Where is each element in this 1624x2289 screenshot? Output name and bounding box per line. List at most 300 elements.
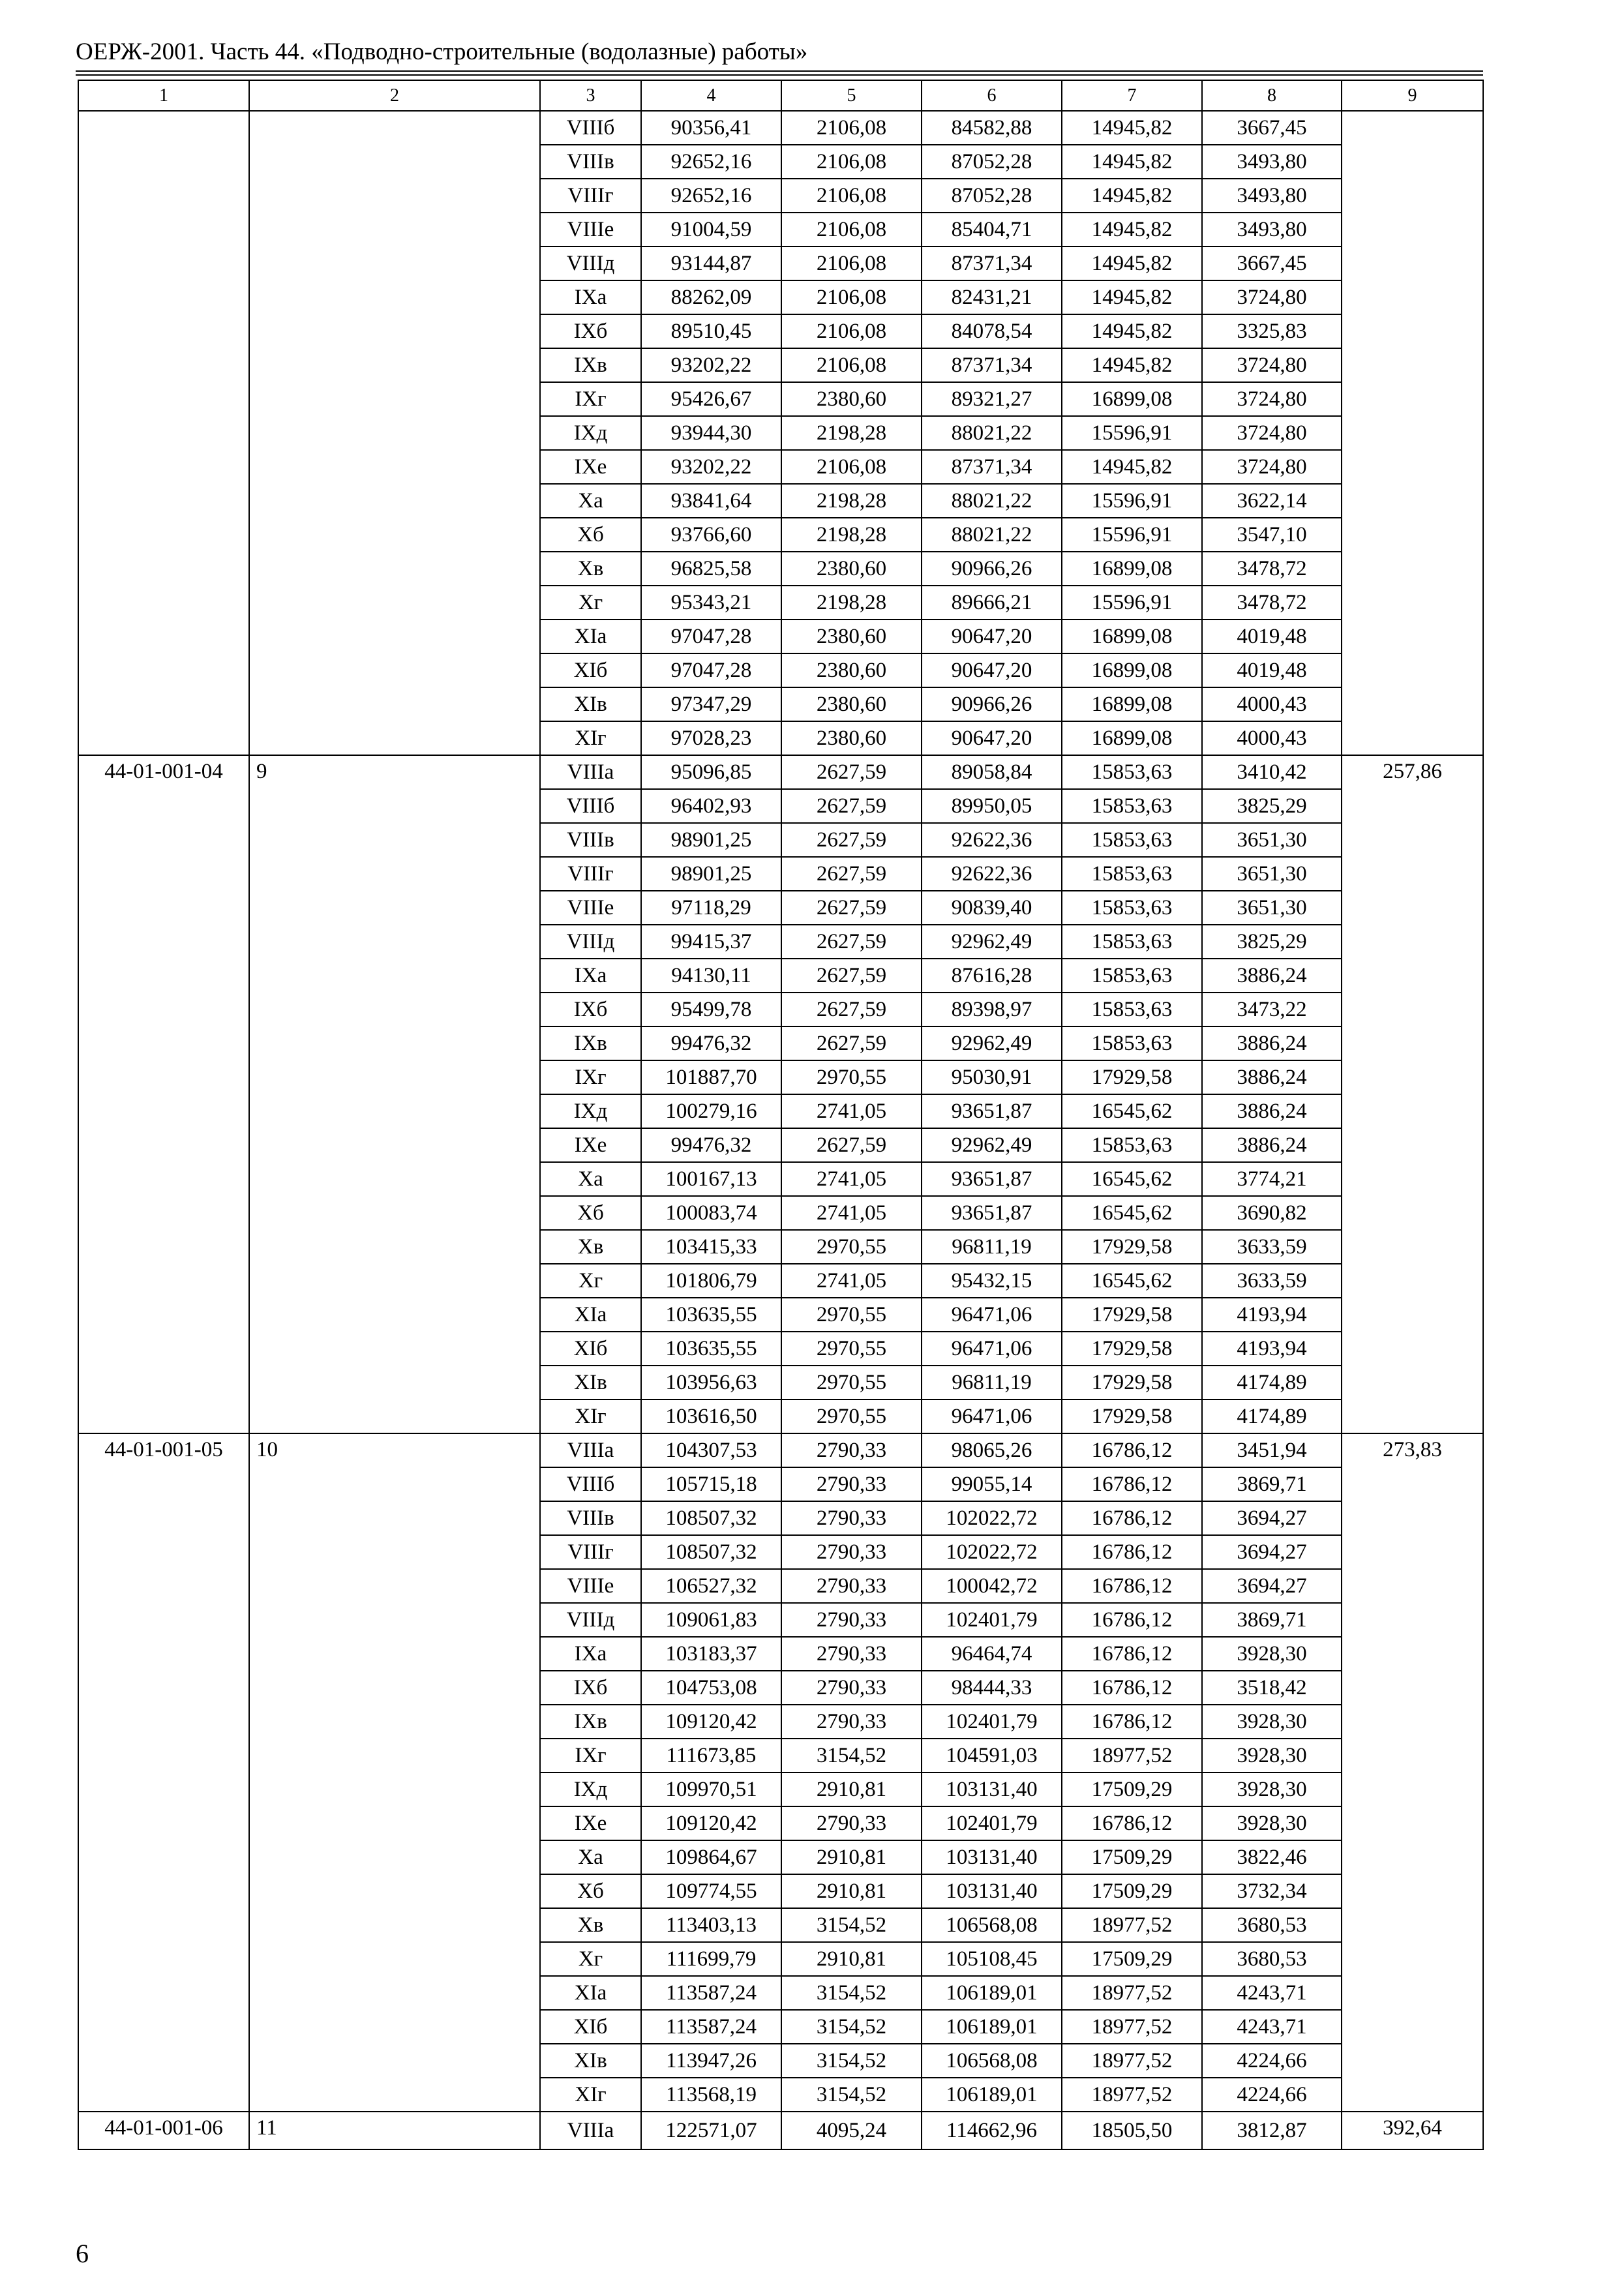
machine-cost-cell: 88021,22 (922, 484, 1062, 518)
total-cost-cell: 97047,28 (641, 620, 781, 653)
total-cost-cell: 95499,78 (641, 993, 781, 1026)
total-cost-cell: 111699,79 (641, 1942, 781, 1976)
operator-wage-cell: 16786,12 (1062, 1603, 1202, 1637)
operator-wage-cell: 17509,29 (1062, 1874, 1202, 1908)
machine-cost-cell: 106568,08 (922, 2044, 1062, 2078)
zone-cell: Xг (540, 1264, 641, 1298)
labor-cost-cell: 3154,52 (781, 1908, 922, 1942)
total-cost-cell: 95343,21 (641, 586, 781, 620)
material-cost-cell: 3667,45 (1202, 247, 1342, 280)
operator-wage-cell: 15596,91 (1062, 586, 1202, 620)
material-cost-cell: 3694,27 (1202, 1501, 1342, 1535)
operator-wage-cell: 15853,63 (1062, 993, 1202, 1026)
material-cost-cell: 3724,80 (1202, 382, 1342, 416)
material-cost-cell: 3651,30 (1202, 823, 1342, 857)
table-row (78, 1433, 1483, 1467)
total-cost-cell: 97118,29 (641, 891, 781, 925)
total-cost-cell: 109120,42 (641, 1705, 781, 1739)
total-cost-cell: 103635,55 (641, 1332, 781, 1366)
machine-cost-cell: 90966,26 (922, 687, 1062, 721)
machine-cost-cell: 93651,87 (922, 1094, 1062, 1128)
machine-cost-cell: 92622,36 (922, 823, 1062, 857)
labor-cost-cell: 2790,33 (781, 1671, 922, 1705)
zone-cell: Xб (540, 1196, 641, 1230)
material-cost-cell: 4224,66 (1202, 2078, 1342, 2112)
operator-wage-cell: 14945,82 (1062, 247, 1202, 280)
labor-cost-cell: 2627,59 (781, 993, 922, 1026)
column-number: 2 (249, 80, 540, 111)
labor-cost-cell: 2627,59 (781, 755, 922, 789)
material-cost-cell: 4000,43 (1202, 687, 1342, 721)
material-cost-cell: 3825,29 (1202, 789, 1342, 823)
zone-cell: XIв (540, 2044, 641, 2078)
material-cost-cell: 3928,30 (1202, 1739, 1342, 1773)
zone-cell: VIIIа (540, 2112, 641, 2149)
labor-cost-cell: 2910,81 (781, 1942, 922, 1976)
operator-wage-cell: 16899,08 (1062, 382, 1202, 416)
machine-cost-cell: 103131,40 (922, 1773, 1062, 1806)
labor-cost-cell: 2741,05 (781, 1196, 922, 1230)
total-cost-cell: 93202,22 (641, 450, 781, 484)
operator-wage-cell: 16899,08 (1062, 721, 1202, 755)
machine-cost-cell: 90647,20 (922, 653, 1062, 687)
machine-cost-cell: 89398,97 (922, 993, 1062, 1026)
page-header-title: ОЕРЖ-2001. Часть 44. «Подводно-строительные (водолазные) работы» (76, 38, 808, 65)
zone-cell: VIIIг (540, 1535, 641, 1569)
zone-cell: VIIIб (540, 111, 641, 145)
zone-cell: IXе (540, 1128, 641, 1162)
material-cost-cell: 3651,30 (1202, 891, 1342, 925)
operator-wage-cell: 15853,63 (1062, 959, 1202, 993)
operator-wage-cell: 16786,12 (1062, 1569, 1202, 1603)
material-cost-cell: 3680,53 (1202, 1942, 1342, 1976)
operator-wage-cell: 16545,62 (1062, 1162, 1202, 1196)
operator-wage-cell: 15596,91 (1062, 416, 1202, 450)
total-cost-cell: 89510,45 (641, 314, 781, 348)
labor-cost-cell: 3154,52 (781, 2010, 922, 2044)
labor-cost-cell: 2106,08 (781, 280, 922, 314)
zone-cell: Xб (540, 518, 641, 552)
machine-cost-cell: 87052,28 (922, 145, 1062, 179)
labor-cost-cell: 2970,55 (781, 1230, 922, 1264)
operator-wage-cell: 16545,62 (1062, 1196, 1202, 1230)
total-cost-cell: 93944,30 (641, 416, 781, 450)
operator-wage-cell: 15853,63 (1062, 755, 1202, 789)
machine-cost-cell: 85404,71 (922, 213, 1062, 247)
labor-cost-cell: 4095,24 (781, 2112, 922, 2149)
zone-cell: XIа (540, 1298, 641, 1332)
zone-cell: Xа (540, 1840, 641, 1874)
total-cost-cell: 108507,32 (641, 1535, 781, 1569)
labor-cost-cell: 2910,81 (781, 1840, 922, 1874)
zone-cell: IXв (540, 348, 641, 382)
machine-cost-cell: 92622,36 (922, 857, 1062, 891)
work-name-cell (249, 111, 540, 755)
column-number: 7 (1062, 80, 1202, 111)
operator-wage-cell: 15853,63 (1062, 1026, 1202, 1060)
operator-wage-cell: 16545,62 (1062, 1264, 1202, 1298)
operator-wage-cell: 16786,12 (1062, 1501, 1202, 1535)
operator-wage-cell: 15596,91 (1062, 518, 1202, 552)
material-cost-cell: 3732,34 (1202, 1874, 1342, 1908)
machine-cost-cell: 106189,01 (922, 1976, 1062, 2010)
material-cost-cell: 4224,66 (1202, 2044, 1342, 2078)
operator-wage-cell: 15853,63 (1062, 925, 1202, 959)
zone-cell: VIIIв (540, 1501, 641, 1535)
material-cost-cell: 3547,10 (1202, 518, 1342, 552)
labor-cost-cell: 2627,59 (781, 959, 922, 993)
operator-wage-cell: 16899,08 (1062, 552, 1202, 586)
machine-cost-cell: 90966,26 (922, 552, 1062, 586)
labor-cost-cell: 2970,55 (781, 1298, 922, 1332)
zone-cell: IXв (540, 1705, 641, 1739)
material-cost-cell: 3724,80 (1202, 450, 1342, 484)
labor-cost-cell: 2106,08 (781, 213, 922, 247)
column-number-row (78, 80, 1483, 111)
total-cost-cell: 88262,09 (641, 280, 781, 314)
operator-wage-cell: 15596,91 (1062, 484, 1202, 518)
operator-wage-cell: 17929,58 (1062, 1298, 1202, 1332)
machine-cost-cell: 90647,20 (922, 721, 1062, 755)
total-cost-cell: 103635,55 (641, 1298, 781, 1332)
material-cost-cell: 4019,48 (1202, 620, 1342, 653)
total-cost-cell: 109061,83 (641, 1603, 781, 1637)
labor-cost-cell: 2106,08 (781, 314, 922, 348)
total-cost-cell: 91004,59 (641, 213, 781, 247)
labor-hours-cell: 392,64 (1342, 2112, 1483, 2149)
labor-cost-cell: 2106,08 (781, 348, 922, 382)
labor-cost-cell: 2198,28 (781, 416, 922, 450)
machine-cost-cell: 102401,79 (922, 1806, 1062, 1840)
column-number: 3 (540, 80, 641, 111)
total-cost-cell: 100279,16 (641, 1094, 781, 1128)
total-cost-cell: 106527,32 (641, 1569, 781, 1603)
machine-cost-cell: 93651,87 (922, 1162, 1062, 1196)
zone-cell: VIIIе (540, 213, 641, 247)
operator-wage-cell: 17929,58 (1062, 1332, 1202, 1366)
total-cost-cell: 108507,32 (641, 1501, 781, 1535)
machine-cost-cell: 96811,19 (922, 1366, 1062, 1399)
operator-wage-cell: 17929,58 (1062, 1060, 1202, 1094)
machine-cost-cell: 96471,06 (922, 1298, 1062, 1332)
labor-cost-cell: 2790,33 (781, 1569, 922, 1603)
zone-cell: IXг (540, 1739, 641, 1773)
table-body (78, 80, 1483, 2149)
operator-wage-cell: 18977,52 (1062, 1908, 1202, 1942)
total-cost-cell: 101887,70 (641, 1060, 781, 1094)
machine-cost-cell: 88021,22 (922, 416, 1062, 450)
table-row (78, 2112, 1483, 2149)
labor-cost-cell: 2198,28 (781, 586, 922, 620)
total-cost-cell: 98901,25 (641, 857, 781, 891)
total-cost-cell: 113587,24 (641, 1976, 781, 2010)
machine-cost-cell: 92962,49 (922, 1026, 1062, 1060)
labor-cost-cell: 2106,08 (781, 450, 922, 484)
total-cost-cell: 104753,08 (641, 1671, 781, 1705)
machine-cost-cell: 87371,34 (922, 450, 1062, 484)
column-number: 4 (641, 80, 781, 111)
material-cost-cell: 3410,42 (1202, 755, 1342, 789)
total-cost-cell: 94130,11 (641, 959, 781, 993)
labor-cost-cell: 2741,05 (781, 1162, 922, 1196)
page-number: 6 (76, 2239, 89, 2268)
total-cost-cell: 105715,18 (641, 1467, 781, 1501)
table-row (78, 755, 1483, 789)
material-cost-cell: 3518,42 (1202, 1671, 1342, 1705)
total-cost-cell: 93841,64 (641, 484, 781, 518)
labor-cost-cell: 2106,08 (781, 179, 922, 213)
zone-cell: Xб (540, 1874, 641, 1908)
machine-cost-cell: 92962,49 (922, 1128, 1062, 1162)
total-cost-cell: 96825,58 (641, 552, 781, 586)
total-cost-cell: 111673,85 (641, 1739, 781, 1773)
operator-wage-cell: 16786,12 (1062, 1535, 1202, 1569)
operator-wage-cell: 16786,12 (1062, 1467, 1202, 1501)
column-number: 8 (1202, 80, 1342, 111)
operator-wage-cell: 14945,82 (1062, 450, 1202, 484)
operator-wage-cell: 18505,50 (1062, 2112, 1202, 2149)
total-cost-cell: 103956,63 (641, 1366, 781, 1399)
labor-cost-cell: 2380,60 (781, 382, 922, 416)
labor-cost-cell: 2790,33 (781, 1806, 922, 1840)
machine-cost-cell: 89666,21 (922, 586, 1062, 620)
work-name-cell: 9 (249, 755, 540, 1433)
material-cost-cell: 4243,71 (1202, 1976, 1342, 2010)
labor-hours-cell (1342, 111, 1483, 755)
machine-cost-cell: 93651,87 (922, 1196, 1062, 1230)
labor-cost-cell: 2790,33 (781, 1433, 922, 1467)
labor-cost-cell: 2627,59 (781, 857, 922, 891)
price-table (78, 80, 1484, 2150)
labor-cost-cell: 2970,55 (781, 1332, 922, 1366)
machine-cost-cell: 95432,15 (922, 1264, 1062, 1298)
total-cost-cell: 92652,16 (641, 179, 781, 213)
zone-cell: IXд (540, 416, 641, 450)
zone-cell: VIIIд (540, 925, 641, 959)
operator-wage-cell: 16786,12 (1062, 1637, 1202, 1671)
operator-wage-cell: 17929,58 (1062, 1399, 1202, 1433)
zone-cell: XIг (540, 1399, 641, 1433)
rate-code-cell: 44-01-001-06 (78, 2112, 249, 2149)
material-cost-cell: 3928,30 (1202, 1637, 1342, 1671)
labor-cost-cell: 3154,52 (781, 1976, 922, 2010)
operator-wage-cell: 16786,12 (1062, 1433, 1202, 1467)
total-cost-cell: 95096,85 (641, 755, 781, 789)
machine-cost-cell: 99055,14 (922, 1467, 1062, 1501)
material-cost-cell: 3724,80 (1202, 280, 1342, 314)
zone-cell: IXа (540, 1637, 641, 1671)
labor-cost-cell: 2970,55 (781, 1060, 922, 1094)
zone-cell: Xа (540, 484, 641, 518)
material-cost-cell: 3886,24 (1202, 1026, 1342, 1060)
zone-cell: XIв (540, 1366, 641, 1399)
labor-cost-cell: 2380,60 (781, 653, 922, 687)
operator-wage-cell: 17929,58 (1062, 1230, 1202, 1264)
total-cost-cell: 97347,29 (641, 687, 781, 721)
total-cost-cell: 103415,33 (641, 1230, 781, 1264)
material-cost-cell: 3886,24 (1202, 1094, 1342, 1128)
labor-cost-cell: 2627,59 (781, 925, 922, 959)
header-rule-bottom (76, 74, 1483, 76)
machine-cost-cell: 84078,54 (922, 314, 1062, 348)
labor-cost-cell: 2627,59 (781, 823, 922, 857)
material-cost-cell: 3886,24 (1202, 1128, 1342, 1162)
labor-cost-cell: 2627,59 (781, 891, 922, 925)
machine-cost-cell: 87371,34 (922, 247, 1062, 280)
labor-hours-cell: 273,83 (1342, 1433, 1483, 2112)
material-cost-cell: 3724,80 (1202, 348, 1342, 382)
zone-cell: XIг (540, 721, 641, 755)
material-cost-cell: 3667,45 (1202, 111, 1342, 145)
zone-cell: VIIIд (540, 247, 641, 280)
labor-cost-cell: 2790,33 (781, 1535, 922, 1569)
zone-cell: VIIIв (540, 823, 641, 857)
machine-cost-cell: 89950,05 (922, 789, 1062, 823)
operator-wage-cell: 15853,63 (1062, 891, 1202, 925)
total-cost-cell: 113568,19 (641, 2078, 781, 2112)
total-cost-cell: 103616,50 (641, 1399, 781, 1433)
material-cost-cell: 3451,94 (1202, 1433, 1342, 1467)
material-cost-cell: 3822,46 (1202, 1840, 1342, 1874)
zone-cell: VIIIа (540, 755, 641, 789)
operator-wage-cell: 17509,29 (1062, 1942, 1202, 1976)
zone-cell: VIIIд (540, 1603, 641, 1637)
machine-cost-cell: 100042,72 (922, 1569, 1062, 1603)
labor-cost-cell: 3154,52 (781, 2078, 922, 2112)
material-cost-cell: 3886,24 (1202, 1060, 1342, 1094)
material-cost-cell: 3493,80 (1202, 145, 1342, 179)
zone-cell: Xа (540, 1162, 641, 1196)
machine-cost-cell: 96811,19 (922, 1230, 1062, 1264)
material-cost-cell: 3325,83 (1202, 314, 1342, 348)
zone-cell: XIб (540, 653, 641, 687)
zone-cell: Xв (540, 1230, 641, 1264)
material-cost-cell: 3493,80 (1202, 179, 1342, 213)
labor-cost-cell: 2790,33 (781, 1501, 922, 1535)
machine-cost-cell: 96471,06 (922, 1332, 1062, 1366)
labor-cost-cell: 2380,60 (781, 687, 922, 721)
total-cost-cell: 93766,60 (641, 518, 781, 552)
machine-cost-cell: 102022,72 (922, 1501, 1062, 1535)
labor-cost-cell: 2741,05 (781, 1264, 922, 1298)
material-cost-cell: 3680,53 (1202, 1908, 1342, 1942)
zone-cell: IXе (540, 450, 641, 484)
machine-cost-cell: 106189,01 (922, 2010, 1062, 2044)
zone-cell: IXа (540, 959, 641, 993)
operator-wage-cell: 18977,52 (1062, 1976, 1202, 2010)
machine-cost-cell: 103131,40 (922, 1874, 1062, 1908)
labor-cost-cell: 3154,52 (781, 1739, 922, 1773)
operator-wage-cell: 15853,63 (1062, 857, 1202, 891)
operator-wage-cell: 14945,82 (1062, 179, 1202, 213)
machine-cost-cell: 84582,88 (922, 111, 1062, 145)
operator-wage-cell: 14945,82 (1062, 111, 1202, 145)
material-cost-cell: 3478,72 (1202, 552, 1342, 586)
labor-cost-cell: 2627,59 (781, 1128, 922, 1162)
labor-cost-cell: 2970,55 (781, 1399, 922, 1433)
machine-cost-cell: 92962,49 (922, 925, 1062, 959)
total-cost-cell: 93144,87 (641, 247, 781, 280)
machine-cost-cell: 88021,22 (922, 518, 1062, 552)
rate-code-cell: 44-01-001-04 (78, 755, 249, 1433)
zone-cell: XIб (540, 1332, 641, 1366)
labor-cost-cell: 2627,59 (781, 1026, 922, 1060)
machine-cost-cell: 96471,06 (922, 1399, 1062, 1433)
total-cost-cell: 93202,22 (641, 348, 781, 382)
material-cost-cell: 4019,48 (1202, 653, 1342, 687)
zone-cell: XIб (540, 2010, 641, 2044)
zone-cell: Xг (540, 586, 641, 620)
zone-cell: Xг (540, 1942, 641, 1976)
labor-cost-cell: 2627,59 (781, 789, 922, 823)
total-cost-cell: 101806,79 (641, 1264, 781, 1298)
table-row (78, 111, 1483, 145)
machine-cost-cell: 103131,40 (922, 1840, 1062, 1874)
total-cost-cell: 100167,13 (641, 1162, 781, 1196)
operator-wage-cell: 16786,12 (1062, 1705, 1202, 1739)
zone-cell: XIа (540, 620, 641, 653)
machine-cost-cell: 102401,79 (922, 1705, 1062, 1739)
zone-cell: IXб (540, 314, 641, 348)
material-cost-cell: 3633,59 (1202, 1230, 1342, 1264)
operator-wage-cell: 15853,63 (1062, 823, 1202, 857)
operator-wage-cell: 18977,52 (1062, 2010, 1202, 2044)
machine-cost-cell: 82431,21 (922, 280, 1062, 314)
total-cost-cell: 97047,28 (641, 653, 781, 687)
material-cost-cell: 3473,22 (1202, 993, 1342, 1026)
zone-cell: IXд (540, 1094, 641, 1128)
material-cost-cell: 4193,94 (1202, 1332, 1342, 1366)
material-cost-cell: 3633,59 (1202, 1264, 1342, 1298)
labor-cost-cell: 2910,81 (781, 1874, 922, 1908)
material-cost-cell: 3478,72 (1202, 586, 1342, 620)
zone-cell: XIв (540, 687, 641, 721)
operator-wage-cell: 14945,82 (1062, 314, 1202, 348)
total-cost-cell: 97028,23 (641, 721, 781, 755)
rate-code-cell (78, 111, 249, 755)
zone-cell: XIг (540, 2078, 641, 2112)
total-cost-cell: 98901,25 (641, 823, 781, 857)
total-cost-cell: 113587,24 (641, 2010, 781, 2044)
machine-cost-cell: 89058,84 (922, 755, 1062, 789)
zone-cell: VIIIе (540, 891, 641, 925)
machine-cost-cell: 87052,28 (922, 179, 1062, 213)
total-cost-cell: 99476,32 (641, 1026, 781, 1060)
total-cost-cell: 99476,32 (641, 1128, 781, 1162)
zone-cell: VIIIг (540, 179, 641, 213)
material-cost-cell: 3622,14 (1202, 484, 1342, 518)
material-cost-cell: 4174,89 (1202, 1366, 1342, 1399)
machine-cost-cell: 105108,45 (922, 1942, 1062, 1976)
zone-cell: IXа (540, 280, 641, 314)
labor-cost-cell: 2106,08 (781, 145, 922, 179)
total-cost-cell: 92652,16 (641, 145, 781, 179)
material-cost-cell: 4193,94 (1202, 1298, 1342, 1332)
machine-cost-cell: 90647,20 (922, 620, 1062, 653)
labor-cost-cell: 2970,55 (781, 1366, 922, 1399)
zone-cell: XIа (540, 1976, 641, 2010)
material-cost-cell: 3928,30 (1202, 1806, 1342, 1840)
operator-wage-cell: 16786,12 (1062, 1806, 1202, 1840)
zone-cell: VIIIб (540, 1467, 641, 1501)
header-rule-top (76, 70, 1483, 72)
column-number: 1 (78, 80, 249, 111)
labor-cost-cell: 2380,60 (781, 620, 922, 653)
machine-cost-cell: 104591,03 (922, 1739, 1062, 1773)
operator-wage-cell: 17509,29 (1062, 1840, 1202, 1874)
total-cost-cell: 96402,93 (641, 789, 781, 823)
column-number: 9 (1342, 80, 1483, 111)
